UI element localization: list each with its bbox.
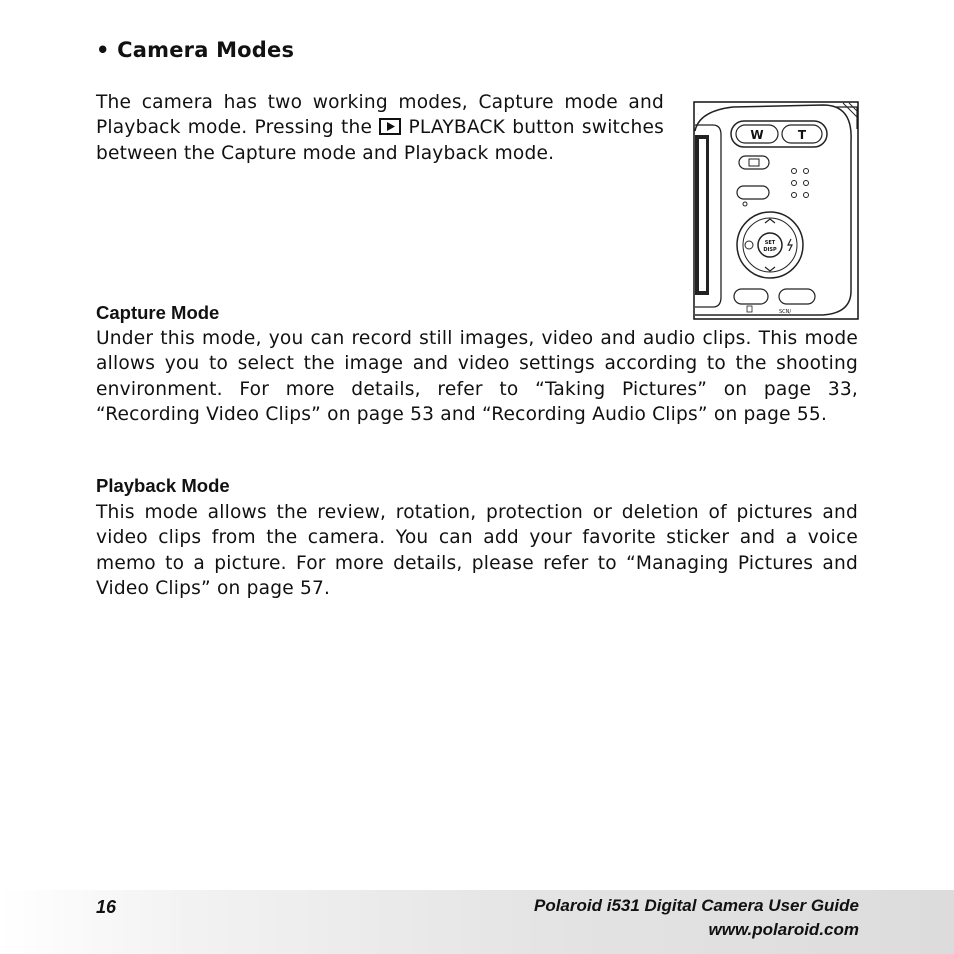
zoom-wide-label: W: [750, 128, 764, 142]
page-number: 16: [96, 897, 117, 917]
scn-label: SCN/: [779, 309, 792, 315]
playback-icon: [379, 118, 401, 135]
disp-label: DISP: [763, 247, 777, 253]
intro-paragraph: [96, 90, 664, 166]
playback-mode-heading: Playback Mode: [96, 475, 230, 496]
camera-back-illustration: [693, 101, 859, 320]
intro-text-end: PLAYBACK button switches between the Capture mode and Playback mode.: [96, 117, 664, 164]
playback-mode-text: This mode allows the review, rotation, protection or deletion of pictures and video clips from the camera. You can add your favorite sticker and a voice memo to a picture. For more details, please refer to “Managing Pictures and Video Clips” on page 57.: [96, 502, 858, 599]
intro-text-start: The camera has two working modes, Capture mode and Playback mode. Pressing the: [96, 92, 664, 139]
zoom-tele-label: T: [797, 128, 807, 142]
capture-mode-heading: Capture Mode: [96, 302, 220, 323]
set-label: SET: [764, 240, 776, 246]
section-heading: • Camera Modes: [96, 38, 295, 62]
footer-guide-title: Polaroid i531 Digital Camera User Guide: [533, 896, 859, 915]
footer-url: www.polaroid.com: [708, 920, 859, 939]
capture-mode-text: Under this mode, you can record still images, video and audio clips. This mode allows you to select the image and video settings according to the shooting environment. For more details, refer to “Taking Pictures” on page 33, “Recording Video Clips” on page 53 and “Recording Audio Clips” on page 55.: [96, 328, 858, 425]
